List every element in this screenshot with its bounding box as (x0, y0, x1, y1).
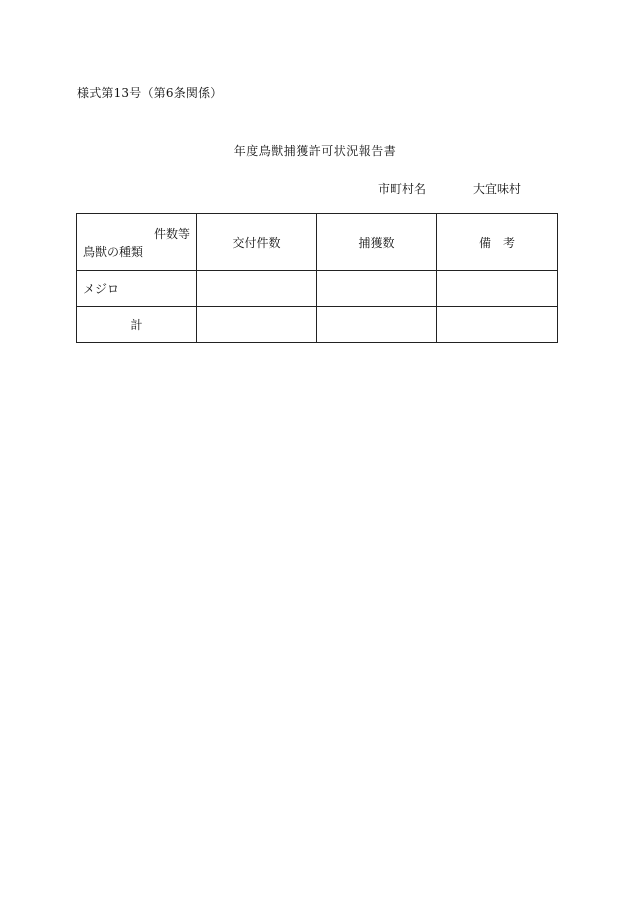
document-title: 年度鳥獣捕獲許可状況報告書 (233, 144, 397, 158)
table-row (77, 271, 558, 307)
corner-header-cell (77, 214, 197, 271)
captured-count-cell (317, 271, 437, 307)
total-label-cell: 計 (77, 307, 197, 343)
issued-count-cell (197, 271, 317, 307)
corner-header-count-label: 件数等 (153, 227, 190, 241)
total-remarks-cell (437, 307, 558, 343)
header-issued-count: 交付件数 (197, 214, 317, 271)
total-issued-count-cell (197, 307, 317, 343)
header-remarks: 備 考 (437, 214, 558, 271)
report-table (76, 213, 558, 343)
remarks-cell (437, 271, 558, 307)
corner-header-species-label: 鳥獣の種類 (83, 245, 144, 259)
form-number: 様式第13号（第6条関係） (77, 86, 223, 100)
header-captured-count: 捕獲数 (317, 214, 437, 271)
municipality-value: 大宜味村 (473, 182, 522, 196)
species-cell: メジロ (77, 271, 197, 307)
table-row-total (77, 307, 558, 343)
municipality-label: 市町村名 (378, 182, 427, 196)
total-captured-count-cell (317, 307, 437, 343)
header-row (77, 214, 558, 271)
